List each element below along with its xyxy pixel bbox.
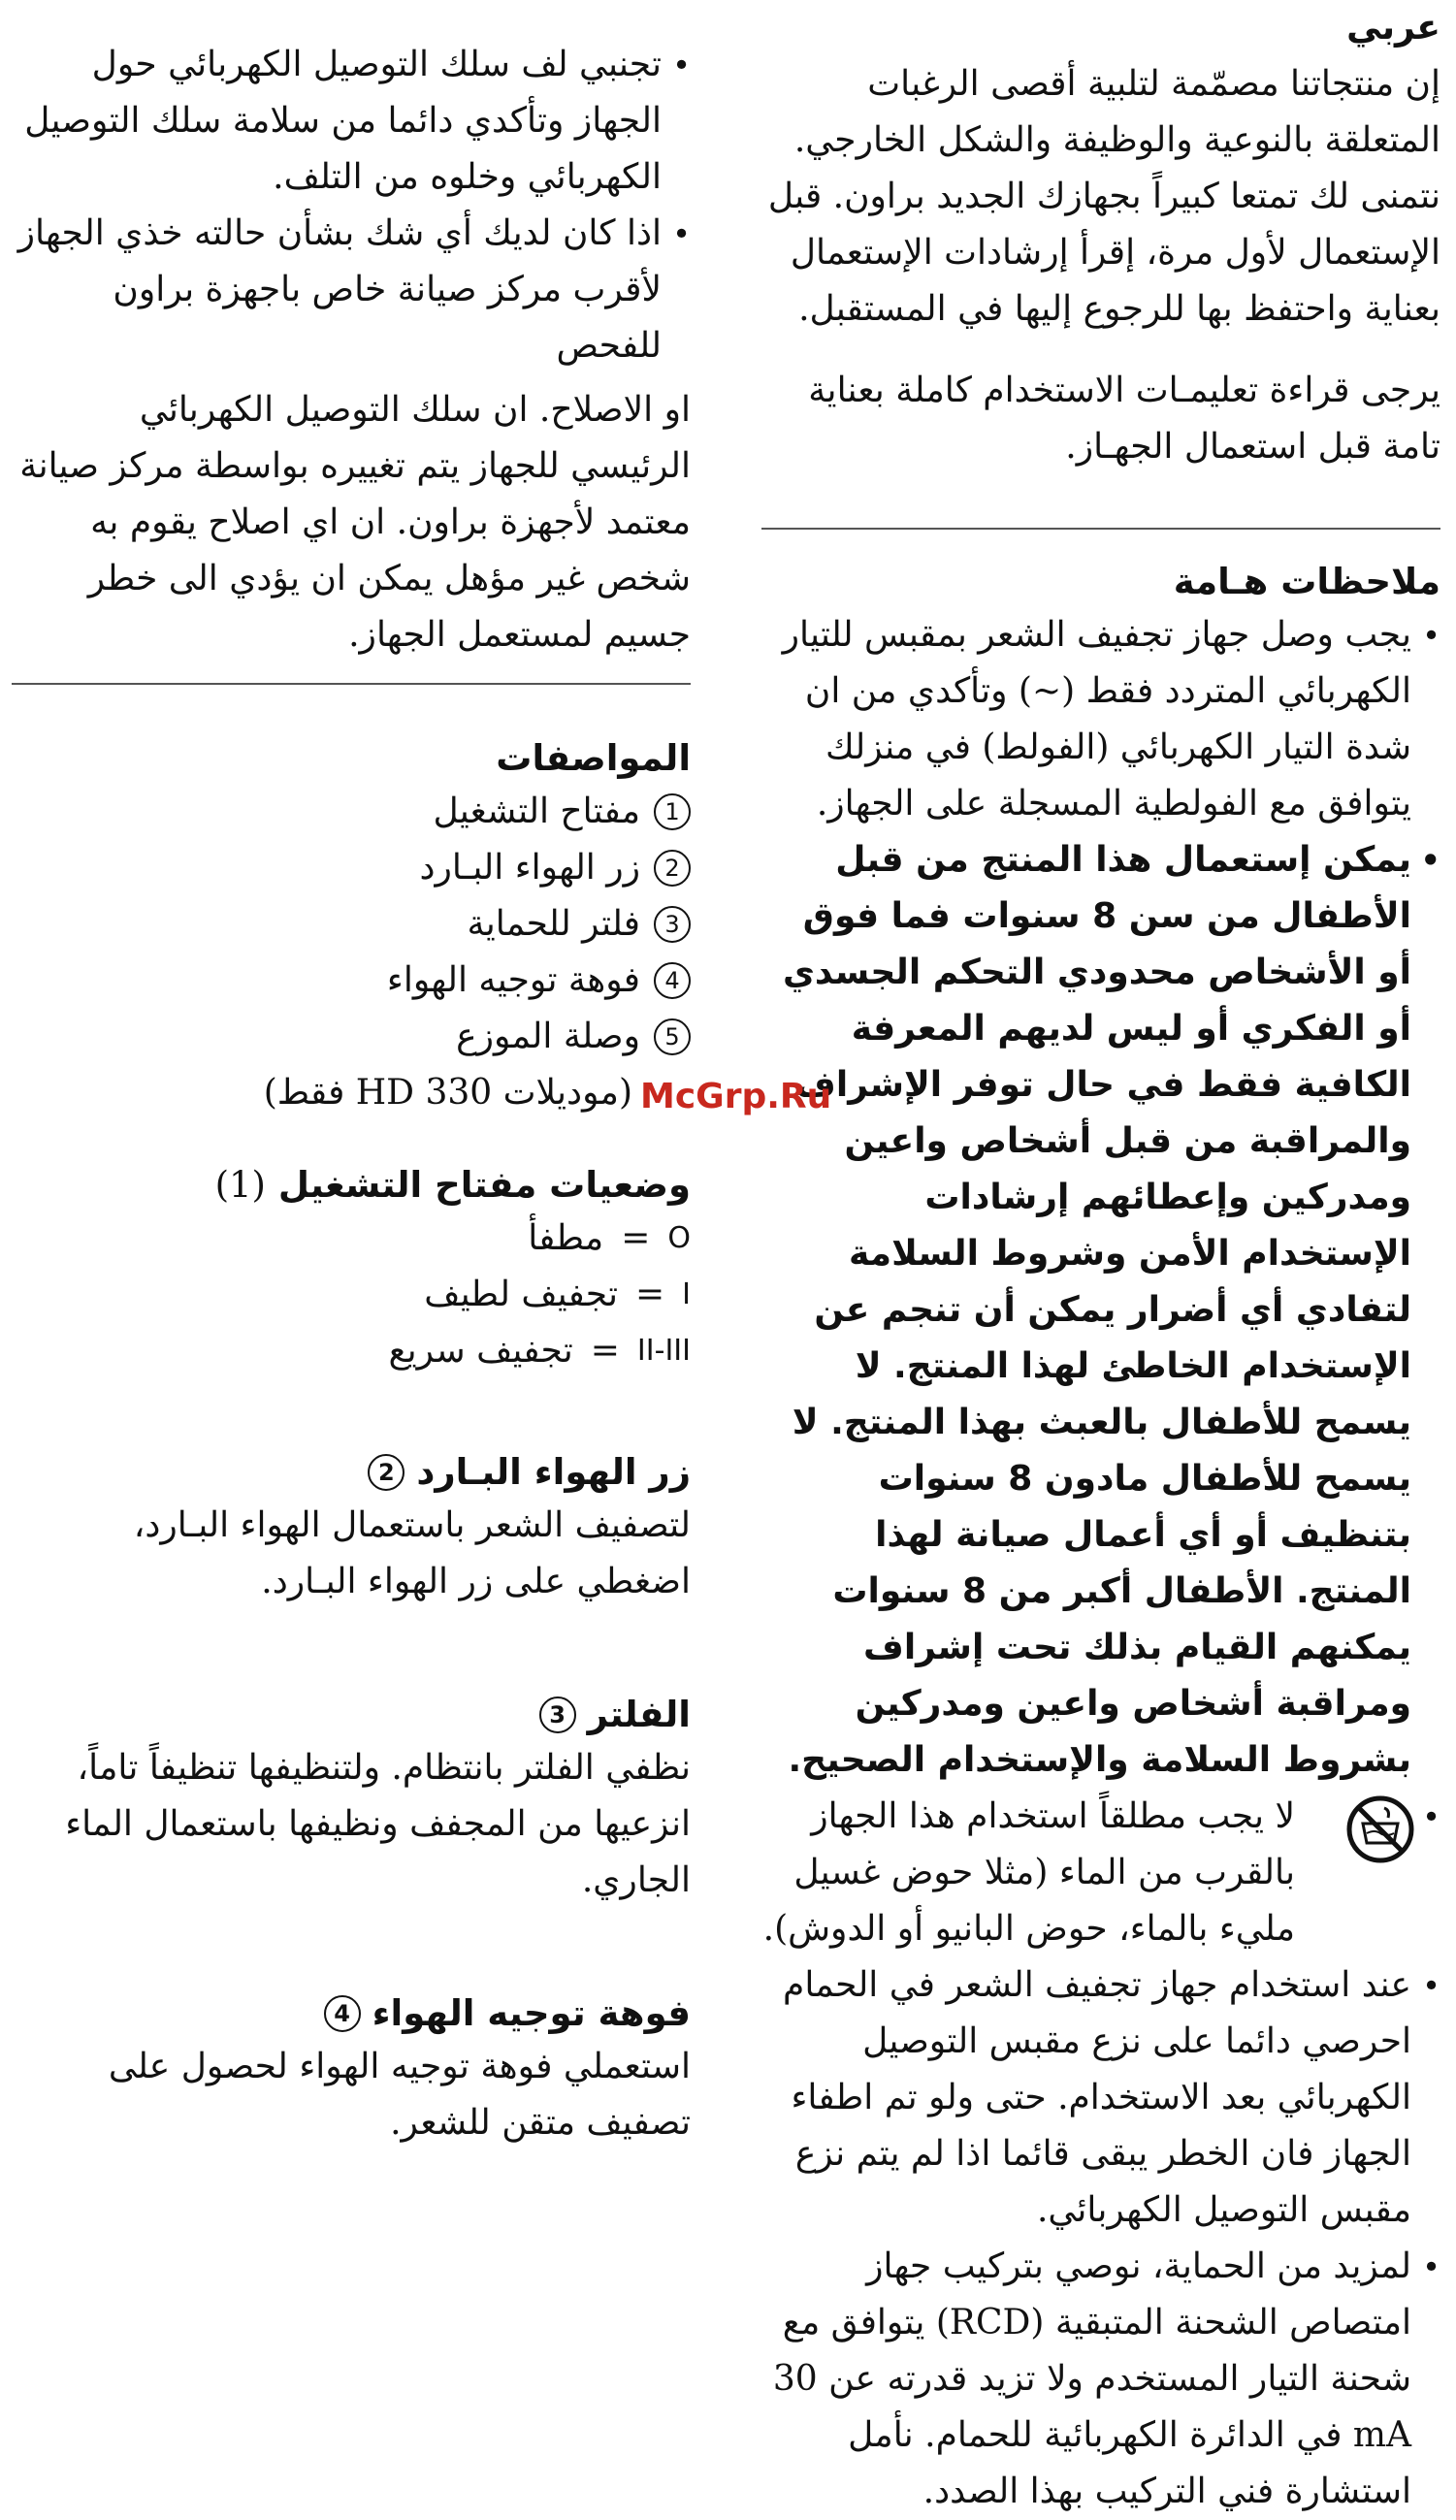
cord-bullets	[12, 37, 691, 374]
spec-item	[12, 840, 691, 896]
spec-item	[12, 784, 691, 840]
nozzle-number: 4	[324, 1995, 361, 2032]
section-divider	[761, 528, 1440, 530]
specs-title: المواصفات	[496, 737, 691, 779]
switch-label: مطفأ	[528, 1218, 604, 1258]
bullet-cord-care: • تجنبي لف سلك التوصيل الكهربائي حول الجهاز وتأكدي دائما من سلامة سلك التوصيل الكهربائي وخلوه من التلف.	[12, 37, 691, 206]
watermark: McGrp.Ru	[640, 1077, 832, 1116]
spec-label: زر الهواء البـارد	[419, 848, 640, 888]
nozzle-title	[12, 1988, 691, 2039]
spec-number: 4	[654, 962, 691, 999]
spec-label: وصلة الموزع	[456, 1017, 640, 1056]
spec-item	[12, 896, 691, 953]
note-rcd: • لمزيد من الحماية، نوصي بتركيب جهاز امتصاص الشحنة المتبقية (RCD) يتوافق مع شحنة التيار المستخدم ولا تزيد قدرته عن 30 mA في الدائرة الكهربائية للحمام. نأمل استشارة فني التركيب بهذا الصدد.	[761, 2239, 1440, 2520]
cold-air-title	[12, 1447, 691, 1498]
cold-air-text: لتصفيف الشعر باستعمال الهواء البـارد، اضغطي على زر الهواء البـارد.	[133, 1505, 691, 1601]
switch-title-number: (1)	[214, 1164, 266, 1206]
switch-title-text: وضعيات مفتاح التشغيل	[277, 1164, 691, 1206]
nozzle-title-text: فوهة توجيه الهواء	[372, 1992, 691, 2034]
switch-row: II-III = تجفيف سريع	[12, 1323, 691, 1379]
language-heading: عربي	[1346, 8, 1440, 48]
spec-label: فوهة توجيه الهواء	[386, 960, 640, 1000]
note-children: • يمكن إستعمال هذا المنتج من قبل الأطفال من سن 8 سنوات فما فوق أو الأشخاص محدودي التحكم الجسدي أو الفكري أو ليس لديهم المعرفة الكافية فقط في حال توفر الإشراف والمراقبة من قبل أشخاص واعين ومدركين وإعطائهم إرشادات الإستخدام الأمن وشروط السلامة لتفادي أي أضرار يمكن أن تنجم عن الإستخدام الخاطئ لهذا المنتج. لا يسمح للأطفال بالعبث بهذا المنتج. لا يسمح للأطفال مادون 8 سنوات بتنظيف أو أي أعمال صيانة لهذا المنتج. الأطفال أكبر من 8 سنوات يمكنهم القيام بذلك تحت إشراف ومراقبة أشخاص واعين ومدركين بشروط السلامة والإستخدام الصحيح.	[761, 832, 1440, 1789]
intro-paragraph: إن منتجاتنا مصمّمة لتلبية أقصى الرغبات المتعلقة بالنوعية والوظيفة والشكل الخارجي. نتمنى لك تمتعا كبيراً بجهازك الجديد براون. قبل الإستعمال لأول مرة، إقرأ إرشادات الإستعمال بعناية واحتفظ بها للرجوع إليها في المستقبل.	[767, 64, 1440, 329]
specs-model-note: (موديلات HD 330 فقط)	[263, 1073, 632, 1113]
spec-number: 1	[654, 793, 691, 830]
filter-text: نظفي الفلتر بانتظام. ولتنظيفها تنظيفاً تاماً، انزعيها من المجفف ونظيفها باستعمال الماء الجاري.	[65, 1748, 691, 1900]
cold-air-number: 2	[368, 1454, 404, 1491]
switch-positions-title	[12, 1160, 691, 1211]
spec-number: 5	[654, 1018, 691, 1055]
spec-item	[12, 1009, 691, 1065]
no-shower-icon	[1345, 1794, 1415, 1864]
switch-key: I	[682, 1277, 691, 1311]
note-water	[761, 1789, 1440, 1957]
spec-label: مفتاح التشغيل	[433, 792, 640, 831]
spec-number: 2	[654, 850, 691, 887]
read-instructions-paragraph: يرجى قراءة تعليمـات الاستخدام كاملة بعناية تامة قبل استعمال الجهـاز.	[808, 371, 1440, 467]
note-voltage: • يجب وصل جهاز تجفيف الشعر بمقبس للتيار الكهربائي المتردد فقط (~) وتأكدي من ان شدة التيار الكهربائي (الفولط) في منزلك يتوافق مع الفولطية المسجلة على الجهاز.	[761, 607, 1440, 832]
spec-label: فلتر للحماية	[467, 904, 640, 944]
cord-replacement-text: او الاصلاح. ان سلك التوصيل الكهربائي الرئيسي للجهاز يتم تغييره بواسطة مركز صيانة معتمد لأجهزة براون. ان اي اصلاح يقوم به شخص غير مؤهل يمكن ان يؤدي الى خطر جسيم لمستعمل الجهاز.	[19, 390, 691, 655]
switch-label: تجفيف لطيف	[424, 1275, 618, 1314]
filter-title	[12, 1690, 691, 1740]
important-notes-list	[761, 607, 1440, 2520]
switch-key: O	[667, 1221, 691, 1255]
bullet-service-center: • اذا كان لديك أي شك بشأن حالته خذي الجهاز لأقرب مركز صيانة خاص باجهزة براون للفحص	[12, 206, 691, 374]
switch-row: O = مطفأ	[12, 1211, 691, 1267]
nozzle-text: استعملي فوهة توجيه الهواء لحصول على تصفيف متقن للشعر.	[108, 2047, 691, 2143]
filter-number: 3	[539, 1696, 576, 1733]
cold-air-title-text: زر الهواء البـارد	[416, 1451, 691, 1493]
specs-list	[12, 784, 691, 1121]
note-bathroom: • عند استخدام جهاز تجفيف الشعر في الحمام احرصي دائما على نزع مقبس التوصيل الكهربائي بعد الاستخدام. حتى ولو تم اطفاء الجهاز فان الخطر يبقى قائما اذا لم يتم نزع مقبس التوصيل الكهربائي.	[761, 1957, 1440, 2239]
right-column	[761, 0, 1440, 2520]
left-column	[12, 0, 691, 2151]
spec-item	[12, 953, 691, 1009]
switch-positions-list	[12, 1211, 691, 1379]
note-water-text: لا يجب مطلقاً استخدام هذا الجهاز بالقرب من الماء (مثلا حوض غسيل مليء بالماء، حوض البانيو أو الدوش).	[762, 1796, 1295, 1949]
left-divider	[12, 683, 691, 685]
switch-key: II-III	[636, 1334, 691, 1368]
filter-title-text: الفلتر	[587, 1694, 691, 1735]
switch-label: تجفيف سريع	[388, 1331, 573, 1371]
switch-row: I = تجفيف لطيف	[12, 1267, 691, 1323]
important-notes-title: ملاحظات هـامة	[1173, 561, 1440, 602]
spec-number: 3	[654, 906, 691, 943]
